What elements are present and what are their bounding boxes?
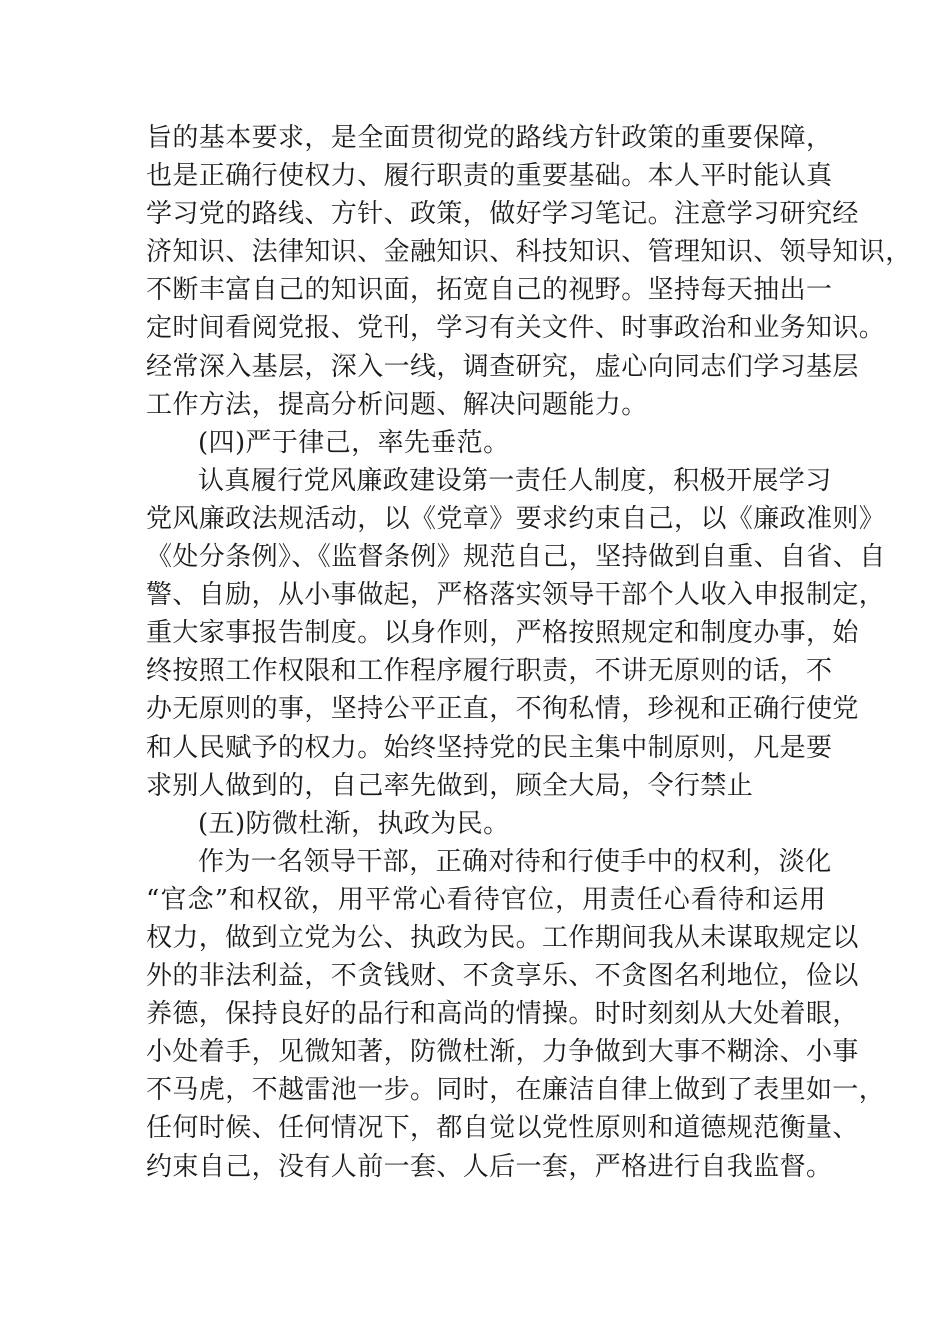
text-line: 认真履行党风廉政建设第一责任人制度，积极开展学习 xyxy=(198,465,832,496)
text-line: 济知识、法律知识、金融知识、科技知识、管理知识、领导知识， xyxy=(146,237,912,268)
section-heading-5 xyxy=(146,805,826,843)
text-line: 终按照工作权限和工作程序履行职责，不讲无原则的话，不 xyxy=(146,656,833,687)
text-line: 也是正确行使权力、履行职责的重要基础。本人平时能认真 xyxy=(146,161,833,192)
section-heading: (五)防微杜渐，执政为民。 xyxy=(198,808,510,839)
text-line: 外的非法利益，不贪钱财、不贪享乐、不贪图名利地位，俭以 xyxy=(146,961,859,992)
document-body xyxy=(146,119,912,1186)
text-line: 养德，保持良好的品行和高尚的情操。时时刻刻从大处着眼， xyxy=(146,999,859,1030)
text-line: 警、自励，从小事做起，严格落实领导干部个人收入申报制定， xyxy=(146,580,886,611)
text-line: 作为一名领导干部，正确对待和行使手中的权利，淡化 xyxy=(198,846,832,877)
text-line: 旨的基本要求，是全面贯彻党的路线方针政策的重要保障， xyxy=(146,123,833,153)
text-line: 权力，做到立党为公、执政为民。工作期间我从未谋取规定以 xyxy=(146,922,859,953)
text-line: 小处着手，见微知著，防微杜渐，力争做到大事不糊涂、小事 xyxy=(146,1037,859,1068)
text-line: 办无原则的事，坚持公平正直，不徇私情，珍视和正确行使党 xyxy=(146,694,859,725)
text-line: 党风廉政法规活动，以《党章》要求约束自己，以《廉政准则》 xyxy=(146,503,886,534)
text-line: “官念”和权欲，用平常心看待官位，用责任心看待和运用 xyxy=(146,884,826,915)
paragraph-continuation xyxy=(146,119,912,424)
text-line: 工作方法，提高分析问题、解决问题能力。 xyxy=(146,389,648,420)
text-line: 重大家事报告制度。以身作则，严格按照规定和制度办事，始 xyxy=(146,618,859,649)
text-line: 任何时候、任何情况下，都自觉以党性原则和道德规范衡量、 xyxy=(146,1113,859,1144)
paragraph-self-discipline xyxy=(146,462,886,805)
text-line: 不马虎，不越雷池一步。同时，在廉洁自律上做到了表里如一， xyxy=(146,1075,886,1106)
section-heading-4 xyxy=(146,424,826,462)
section-heading: (四)严于律己，率先垂范。 xyxy=(198,427,510,458)
text-line: 不断丰富自己的知识面，拓宽自己的视野。坚持每天抽出一 xyxy=(146,275,833,306)
text-line: 和人民赋予的权力。始终坚持党的民主集中制原则，凡是要 xyxy=(146,732,833,763)
text-line: 求别人做到的，自己率先做到，顾全大局，令行禁止 xyxy=(146,770,754,801)
text-line: 约束自己，没有人前一套、人后一套，严格进行自我监督。 xyxy=(146,1151,833,1182)
text-line: 经常深入基层，深入一线，调查研究，虚心向同志们学习基层 xyxy=(146,351,859,382)
paragraph-governance xyxy=(146,843,886,1186)
text-line: 《处分条例》、《监督条例》规范自己，坚持做到自重、自省、自 xyxy=(146,542,886,573)
text-line: 定时间看阅党报、党刊，学习有关文件、时事政治和业务知识。 xyxy=(146,313,886,344)
text-line: 学习党的路线、方针、政策，做好学习笔记。注意学习研究经 xyxy=(146,199,859,230)
